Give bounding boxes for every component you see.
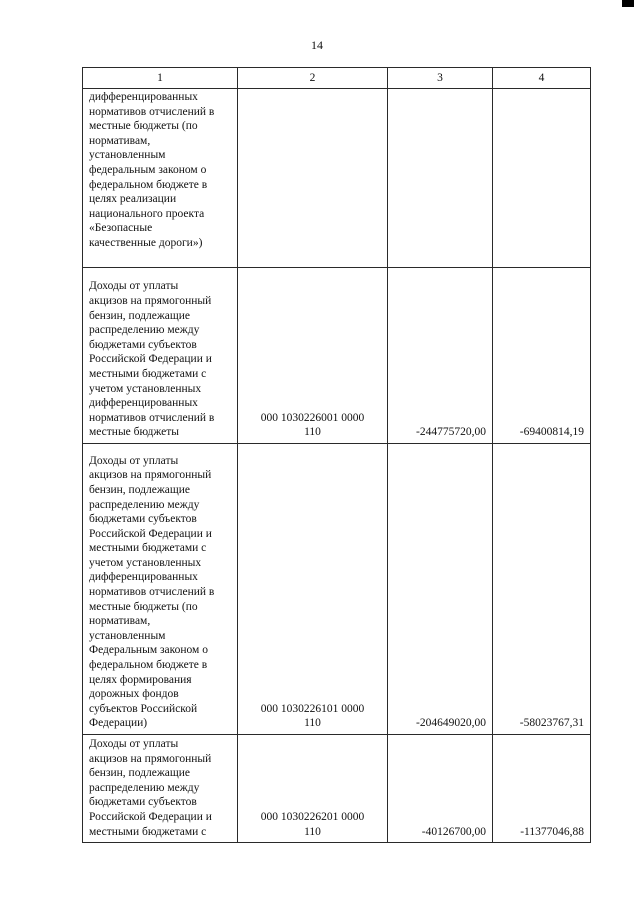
budget-revenue-table bbox=[82, 67, 591, 843]
row-value-col4: -69400814,19 bbox=[493, 268, 591, 444]
table-row bbox=[83, 89, 591, 268]
row-code-cell bbox=[238, 444, 388, 735]
row-name-text: Доходы от уплаты акцизов на прямогонный бензин, подлежащие распределению между бюджетами субъектов Российской Федерации и местными бюджетами с bbox=[89, 738, 212, 838]
row-code-cell bbox=[238, 268, 388, 444]
column-header-1: 1 bbox=[83, 68, 238, 89]
scan-corner-mark bbox=[622, 0, 634, 7]
column-header-4: 4 bbox=[493, 68, 591, 89]
row-name-cell bbox=[83, 444, 238, 735]
row-value-col4 bbox=[493, 89, 591, 268]
table-row bbox=[83, 735, 591, 843]
table-row bbox=[83, 268, 591, 444]
row-value-col3: -244775720,00 bbox=[388, 268, 493, 444]
column-header-3: 3 bbox=[388, 68, 493, 89]
row-value-col3: -204649020,00 bbox=[388, 444, 493, 735]
row-code-cell bbox=[238, 735, 388, 843]
row-name-text: дифференцированных нормативов отчислений в местные бюджеты (по нормативам, установленным федеральным законом о федеральном бюджете в целях реализации национального проекта «Безопасные качественные дороги») bbox=[89, 91, 215, 249]
row-value-col4: -58023767,31 bbox=[493, 444, 591, 735]
row-value-col3: -40126700,00 bbox=[388, 735, 493, 843]
column-header-2: 2 bbox=[238, 68, 388, 89]
row-value-col3 bbox=[388, 89, 493, 268]
row-name-cell bbox=[83, 268, 238, 444]
row-name-text: Доходы от уплаты акцизов на прямогонный бензин, подлежащие распределению между бюджетами субъектов Российской Федерации и местными бюджетами с учетом установленных дифференцированных нормативов отчислений в местные бюджеты (по нормативам, установленным Федеральным законом о федеральном бюджете в целях формирования дорожных фондов субъектов Российской Федерации) bbox=[89, 454, 215, 730]
row-name-cell bbox=[83, 89, 238, 268]
row-value-col4: -11377046,88 bbox=[493, 735, 591, 843]
page-number: 14 bbox=[311, 38, 323, 52]
row-name-text: Доходы от уплаты акцизов на прямогонный бензин, подлежащие распределению между бюджетами субъектов Российской Федерации и местными бюджетами с учетом установленных дифференцированных нормативов отчислений в местные бюджеты bbox=[89, 280, 215, 439]
row-code-text: 000 1030226001 0000 110 bbox=[260, 411, 365, 439]
row-code-text: 000 1030226101 0000 110 bbox=[260, 702, 365, 730]
table-row bbox=[83, 444, 591, 735]
row-code-cell bbox=[238, 89, 388, 268]
table-header-row bbox=[83, 68, 591, 89]
row-code-text: 000 1030226201 0000 110 bbox=[260, 810, 365, 838]
row-name-cell bbox=[83, 735, 238, 843]
